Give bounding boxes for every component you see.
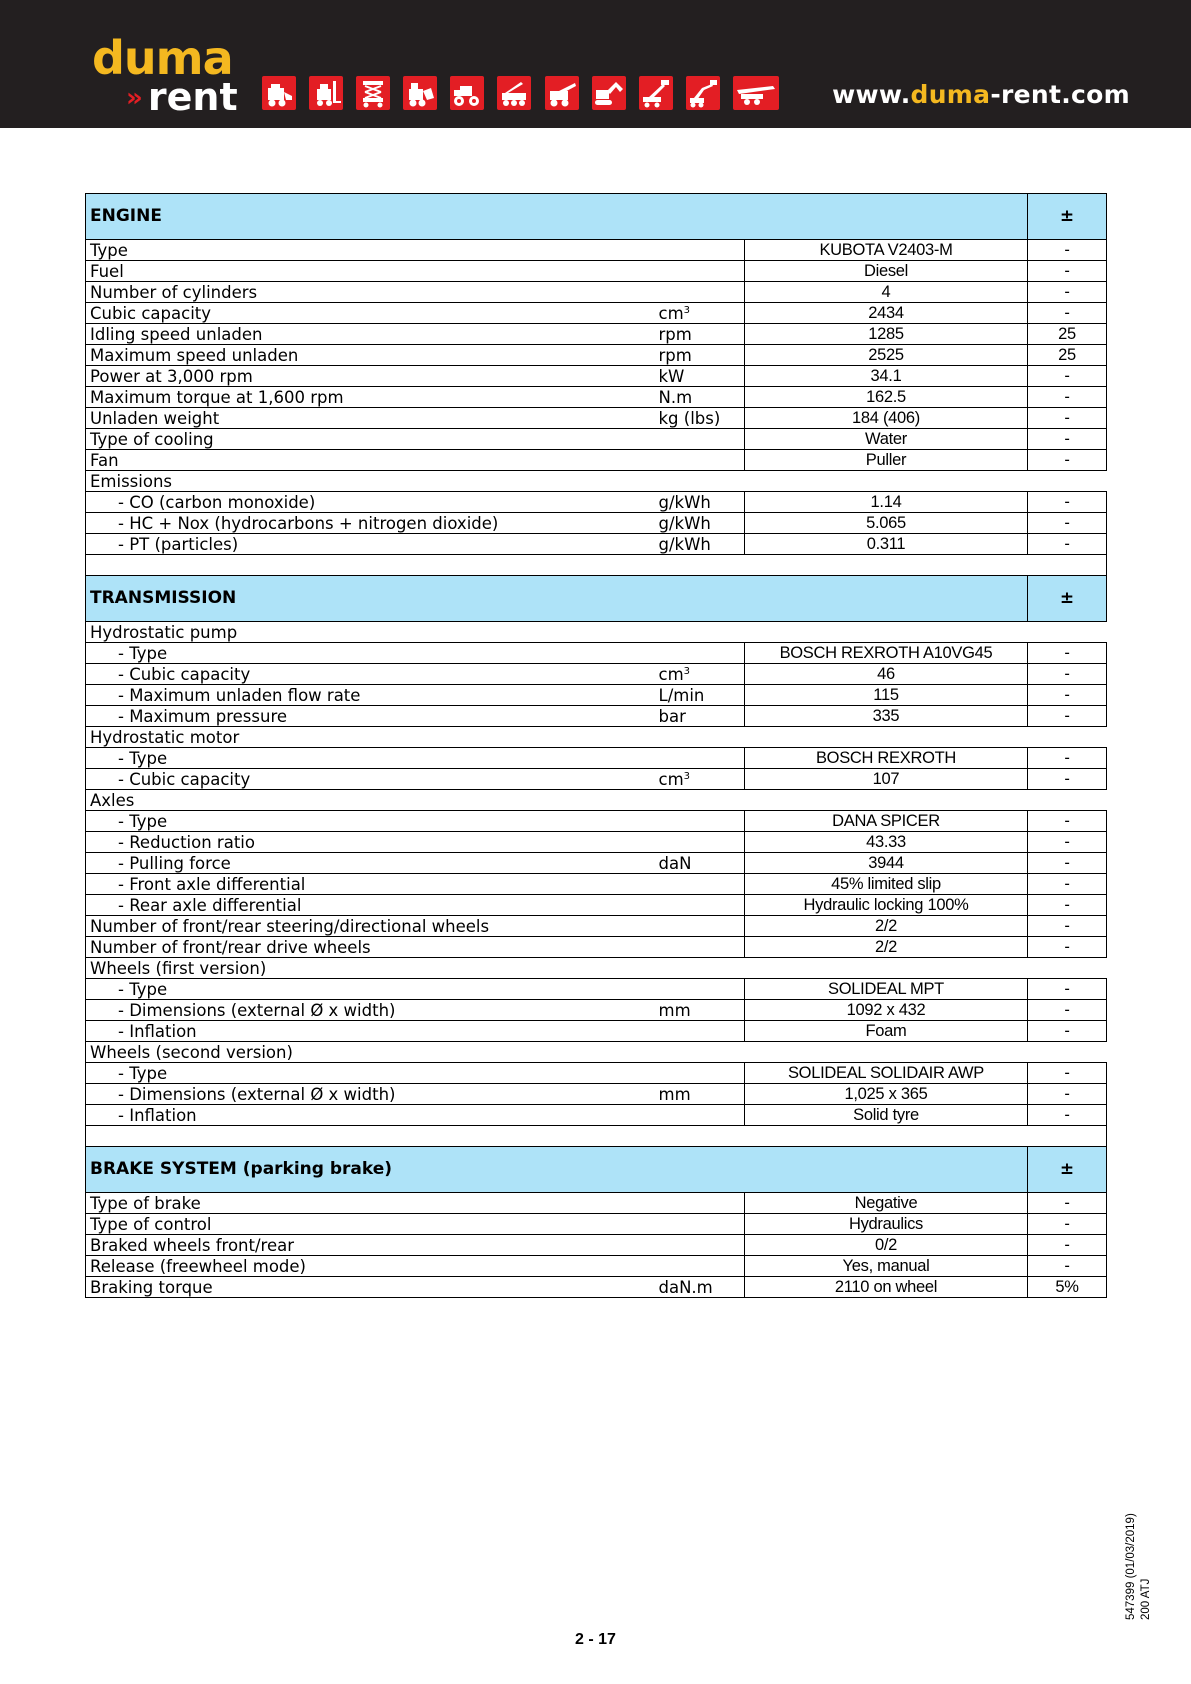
spec-label: Power at 3,000 rpm [86, 366, 659, 387]
spec-row [86, 408, 1107, 429]
spec-unit [659, 874, 745, 895]
website-link[interactable] [832, 80, 1130, 109]
spec-unit [659, 832, 745, 853]
spec-unit [659, 1235, 745, 1256]
section-spacer-row [86, 555, 1107, 576]
spec-tolerance: - [1028, 685, 1107, 706]
spec-tolerance: 25 [1028, 345, 1107, 366]
section-title: ENGINE [86, 194, 1028, 240]
spec-group-heading [86, 727, 1107, 748]
spec-row [86, 685, 1107, 706]
spec-unit-text: kW [658, 366, 685, 386]
logo-rent-row [126, 75, 242, 119]
spec-unit-text: mm [658, 1000, 691, 1020]
spec-value: Diesel [745, 261, 1028, 282]
spec-value: 115 [745, 685, 1028, 706]
spec-label: Cubic capacity [86, 303, 659, 324]
spec-row [86, 1277, 1107, 1298]
spec-unit-text: rpm [658, 324, 692, 344]
spec-row [86, 1235, 1107, 1256]
spec-row [86, 769, 1107, 790]
spec-unit-superscript: 3 [683, 304, 691, 316]
spec-tolerance: - [1028, 1105, 1107, 1126]
spec-unit [659, 853, 745, 874]
compact-tractor-icon [450, 76, 484, 110]
spec-label: - Cubic capacity [86, 664, 659, 685]
spec-label: - Dimensions (external Ø x width) [86, 1000, 659, 1021]
spec-row [86, 1000, 1107, 1021]
spec-label: - Maximum pressure [86, 706, 659, 727]
spec-value: 2/2 [745, 937, 1028, 958]
spec-value: Hydraulics [745, 1214, 1028, 1235]
spec-value: 1,025 x 365 [745, 1084, 1028, 1105]
spec-tolerance: - [1028, 706, 1107, 727]
spec-tolerance: - [1028, 769, 1107, 790]
spec-row [86, 748, 1107, 769]
spec-label: Unladen weight [86, 408, 659, 429]
spec-unit [659, 1277, 745, 1298]
spec-unit-text: cm [658, 664, 684, 684]
spec-unit [659, 345, 745, 366]
spec-tolerance: 5% [1028, 1277, 1107, 1298]
spec-unit [659, 1256, 745, 1277]
spec-unit [659, 429, 745, 450]
spec-label: - Type [86, 1063, 659, 1084]
spec-label: - HC + Nox (hydrocarbons + nitrogen dioxide) [86, 513, 659, 534]
articulated-boom-icon [686, 76, 720, 110]
spec-unit [659, 811, 745, 832]
spec-unit [659, 513, 745, 534]
duma-rent-logo[interactable] [92, 31, 242, 119]
spec-unit [659, 1214, 745, 1235]
spec-row [86, 450, 1107, 471]
skid-steer-icon [262, 76, 296, 110]
spec-unit [659, 1084, 745, 1105]
spec-unit [659, 261, 745, 282]
spec-value: 0.311 [745, 534, 1028, 555]
website-highlight: duma [910, 80, 991, 109]
spec-value: 2/2 [745, 916, 1028, 937]
spec-row [86, 282, 1107, 303]
spec-unit [659, 366, 745, 387]
spec-group-label: Hydrostatic motor [86, 727, 1107, 748]
spec-value: Foam [745, 1021, 1028, 1042]
section-header-engine [86, 194, 1107, 240]
section-header-transmission [86, 576, 1107, 622]
spec-label: - Inflation [86, 1021, 659, 1042]
spec-row [86, 1021, 1107, 1042]
spec-tolerance: - [1028, 408, 1107, 429]
telehandler-icon [545, 76, 579, 110]
spec-label: Maximum torque at 1,600 rpm [86, 387, 659, 408]
boom-lift-icon [639, 76, 673, 110]
spec-label: Number of front/rear steering/directional wheels [86, 916, 659, 937]
spec-row [86, 345, 1107, 366]
spec-label: - PT (particles) [86, 534, 659, 555]
spec-value: SOLIDEAL SOLIDAIR AWP [745, 1063, 1028, 1084]
spec-tolerance: - [1028, 979, 1107, 1000]
spec-unit [659, 1193, 745, 1214]
forklift-icon [309, 76, 343, 110]
spec-tolerance: - [1028, 1235, 1107, 1256]
spec-unit-text: N.m [658, 387, 693, 407]
spec-unit [659, 769, 745, 790]
spec-unit [659, 748, 745, 769]
spec-unit [659, 643, 745, 664]
spec-unit-text: kg (lbs) [658, 408, 721, 428]
spec-label: - Front axle differential [86, 874, 659, 895]
spec-unit [659, 706, 745, 727]
spec-unit [659, 1063, 745, 1084]
spec-tolerance: - [1028, 282, 1107, 303]
spec-row [86, 664, 1107, 685]
spec-value: Puller [745, 450, 1028, 471]
spec-tolerance: - [1028, 429, 1107, 450]
spec-unit-text: rpm [658, 345, 692, 365]
spec-tolerance: - [1028, 1256, 1107, 1277]
spec-tolerance: - [1028, 450, 1107, 471]
spec-value: 2434 [745, 303, 1028, 324]
tolerance-header: ± [1028, 576, 1107, 622]
spec-label: Braked wheels front/rear [86, 1235, 659, 1256]
spec-unit [659, 408, 745, 429]
spec-row [86, 811, 1107, 832]
spec-label: - Type [86, 748, 659, 769]
spec-row [86, 1063, 1107, 1084]
spec-label: - Maximum unladen flow rate [86, 685, 659, 706]
spec-tolerance: - [1028, 387, 1107, 408]
spec-row [86, 1193, 1107, 1214]
spec-tolerance: - [1028, 853, 1107, 874]
spec-unit [659, 1000, 745, 1021]
spec-tolerance: - [1028, 643, 1107, 664]
spec-row [86, 324, 1107, 345]
spec-tolerance: 25 [1028, 324, 1107, 345]
spec-unit-text: g/kWh [658, 492, 711, 512]
spec-unit [659, 450, 745, 471]
spec-unit [659, 685, 745, 706]
scissor-lift-icon [356, 76, 390, 110]
spec-label: - Dimensions (external Ø x width) [86, 1084, 659, 1105]
spec-value: Hydraulic locking 100% [745, 895, 1028, 916]
spec-row [86, 429, 1107, 450]
spec-unit [659, 937, 745, 958]
spec-value: 1285 [745, 324, 1028, 345]
spec-group-heading [86, 1042, 1107, 1063]
spec-group-label: Wheels (second version) [86, 1042, 1107, 1063]
spec-tolerance: - [1028, 1193, 1107, 1214]
logo-rent-text: rent [147, 75, 238, 119]
spec-label: - CO (carbon monoxide) [86, 492, 659, 513]
spec-tolerance: - [1028, 1084, 1107, 1105]
spec-row [86, 1105, 1107, 1126]
website-prefix: www. [832, 80, 911, 109]
spec-value: 3944 [745, 853, 1028, 874]
spec-unit-superscript: 3 [683, 665, 691, 677]
spec-row [86, 874, 1107, 895]
spec-unit [659, 979, 745, 1000]
spec-unit [659, 1021, 745, 1042]
tolerance-header: ± [1028, 194, 1107, 240]
spec-unit-text: cm [658, 303, 684, 323]
spec-unit [659, 282, 745, 303]
spec-value: Solid tyre [745, 1105, 1028, 1126]
spec-tolerance: - [1028, 664, 1107, 685]
spec-value: SOLIDEAL MPT [745, 979, 1028, 1000]
spec-unit-text: L/min [658, 685, 705, 705]
spec-unit-text: g/kWh [658, 513, 711, 533]
spec-value: 4 [745, 282, 1028, 303]
spec-unit-superscript: 3 [683, 770, 691, 782]
spec-group-label: Emissions [86, 471, 1107, 492]
spec-unit-text: bar [658, 706, 686, 726]
logo-arrows: » [126, 83, 143, 113]
spec-tolerance: - [1028, 916, 1107, 937]
spec-row [86, 853, 1107, 874]
spec-value: 34.1 [745, 366, 1028, 387]
spec-tolerance: - [1028, 811, 1107, 832]
section-header-brake [86, 1147, 1107, 1193]
spec-row [86, 240, 1107, 261]
doc-ref-model: 200 ATJ [1140, 1578, 1152, 1620]
spec-group-label: Hydrostatic pump [86, 622, 1107, 643]
spec-label: Number of front/rear drive wheels [86, 937, 659, 958]
spec-label: - Reduction ratio [86, 832, 659, 853]
spec-label: Release (freewheel mode) [86, 1256, 659, 1277]
spec-unit [659, 240, 745, 261]
spec-group-heading [86, 622, 1107, 643]
spec-tolerance: - [1028, 303, 1107, 324]
spec-group-label: Wheels (first version) [86, 958, 1107, 979]
trailer-platform-icon [733, 76, 779, 110]
spec-unit-text: mm [658, 1084, 691, 1104]
spec-row [86, 366, 1107, 387]
spec-unit-text: g/kWh [658, 534, 711, 554]
spec-value: KUBOTA V2403-M [745, 240, 1028, 261]
spec-unit [659, 1105, 745, 1126]
spec-value: 107 [745, 769, 1028, 790]
spec-unit [659, 324, 745, 345]
specifications-table [85, 193, 1107, 1298]
spec-row [86, 513, 1107, 534]
spec-tolerance: - [1028, 1214, 1107, 1235]
spec-tolerance: - [1028, 534, 1107, 555]
spec-value: 2110 on wheel [745, 1277, 1028, 1298]
spec-value: Negative [745, 1193, 1028, 1214]
spec-value: DANA SPICER [745, 811, 1028, 832]
spec-row [86, 303, 1107, 324]
spec-label: Number of cylinders [86, 282, 659, 303]
spec-label: Fuel [86, 261, 659, 282]
website-suffix: -rent.com [990, 80, 1130, 109]
spec-group-heading [86, 958, 1107, 979]
spec-tolerance: - [1028, 874, 1107, 895]
spec-unit [659, 492, 745, 513]
spec-tolerance: - [1028, 937, 1107, 958]
spec-row [86, 492, 1107, 513]
spec-tolerance: - [1028, 895, 1107, 916]
spec-row [86, 643, 1107, 664]
spec-row [86, 1256, 1107, 1277]
spec-row [86, 1084, 1107, 1105]
spec-row [86, 895, 1107, 916]
spec-unit [659, 387, 745, 408]
crane-truck-icon [497, 76, 531, 110]
spec-value: Yes, manual [745, 1256, 1028, 1277]
spec-label: - Pulling force [86, 853, 659, 874]
spec-label: - Type [86, 811, 659, 832]
spacer-cell [86, 555, 1107, 576]
spec-tolerance: - [1028, 261, 1107, 282]
excavator-icon [592, 76, 626, 110]
spec-value: 162.5 [745, 387, 1028, 408]
spec-value: 335 [745, 706, 1028, 727]
spec-unit [659, 916, 745, 937]
spec-row [86, 1214, 1107, 1235]
spec-label: Type of control [86, 1214, 659, 1235]
spec-label: Type [86, 240, 659, 261]
spacer-cell [86, 1126, 1107, 1147]
spec-group-heading [86, 790, 1107, 811]
spec-row [86, 916, 1107, 937]
spec-value: Water [745, 429, 1028, 450]
spec-label: Fan [86, 450, 659, 471]
machine-icon-strip [262, 76, 787, 110]
spec-unit-text: daN.m [658, 1277, 713, 1297]
spec-row [86, 706, 1107, 727]
spec-label: - Inflation [86, 1105, 659, 1126]
spec-tolerance: - [1028, 1063, 1107, 1084]
spec-value: 43.33 [745, 832, 1028, 853]
spec-value: 5.065 [745, 513, 1028, 534]
spec-value: 1092 x 432 [745, 1000, 1028, 1021]
spec-label: Type of cooling [86, 429, 659, 450]
spec-value: 184 (406) [745, 408, 1028, 429]
doc-ref-code: 547399 (01/03/2019) [1125, 1513, 1137, 1620]
spec-label: Type of brake [86, 1193, 659, 1214]
section-title: BRAKE SYSTEM (parking brake) [86, 1147, 1028, 1193]
spec-tolerance: - [1028, 240, 1107, 261]
logo-duma-text: duma [92, 31, 233, 85]
spec-tolerance: - [1028, 513, 1107, 534]
spec-value: 46 [745, 664, 1028, 685]
spec-value: BOSCH REXROTH A10VG45 [745, 643, 1028, 664]
spec-label: - Type [86, 979, 659, 1000]
spec-unit [659, 534, 745, 555]
spec-tolerance: - [1028, 748, 1107, 769]
spec-value: BOSCH REXROTH [745, 748, 1028, 769]
spec-group-heading [86, 471, 1107, 492]
spec-tolerance: - [1028, 366, 1107, 387]
spec-row [86, 261, 1107, 282]
spec-value: 0/2 [745, 1235, 1028, 1256]
spec-row [86, 387, 1107, 408]
spec-label: - Type [86, 643, 659, 664]
spec-row [86, 937, 1107, 958]
spec-label: - Cubic capacity [86, 769, 659, 790]
spec-unit [659, 895, 745, 916]
loader-icon [403, 76, 437, 110]
page-header [0, 0, 1191, 128]
spec-tolerance: - [1028, 832, 1107, 853]
spec-unit-text: daN [658, 853, 692, 873]
spec-label: Braking torque [86, 1277, 659, 1298]
spec-row [86, 979, 1107, 1000]
spec-label: Maximum speed unladen [86, 345, 659, 366]
spec-row [86, 534, 1107, 555]
spec-value: 45% limited slip [745, 874, 1028, 895]
spec-label: - Rear axle differential [86, 895, 659, 916]
spec-tolerance: - [1028, 1000, 1107, 1021]
spec-group-label: Axles [86, 790, 1107, 811]
spec-unit [659, 303, 745, 324]
tolerance-header: ± [1028, 1147, 1107, 1193]
spec-unit-text: cm [658, 769, 684, 789]
spec-tolerance: - [1028, 492, 1107, 513]
spec-tolerance: - [1028, 1021, 1107, 1042]
spec-row [86, 832, 1107, 853]
section-title: TRANSMISSION [86, 576, 1028, 622]
page-number: 2 - 17 [575, 1631, 616, 1648]
spec-value: 2525 [745, 345, 1028, 366]
spec-label: Idling speed unladen [86, 324, 659, 345]
spec-value: 1.14 [745, 492, 1028, 513]
spec-unit [659, 664, 745, 685]
section-spacer-row [86, 1126, 1107, 1147]
